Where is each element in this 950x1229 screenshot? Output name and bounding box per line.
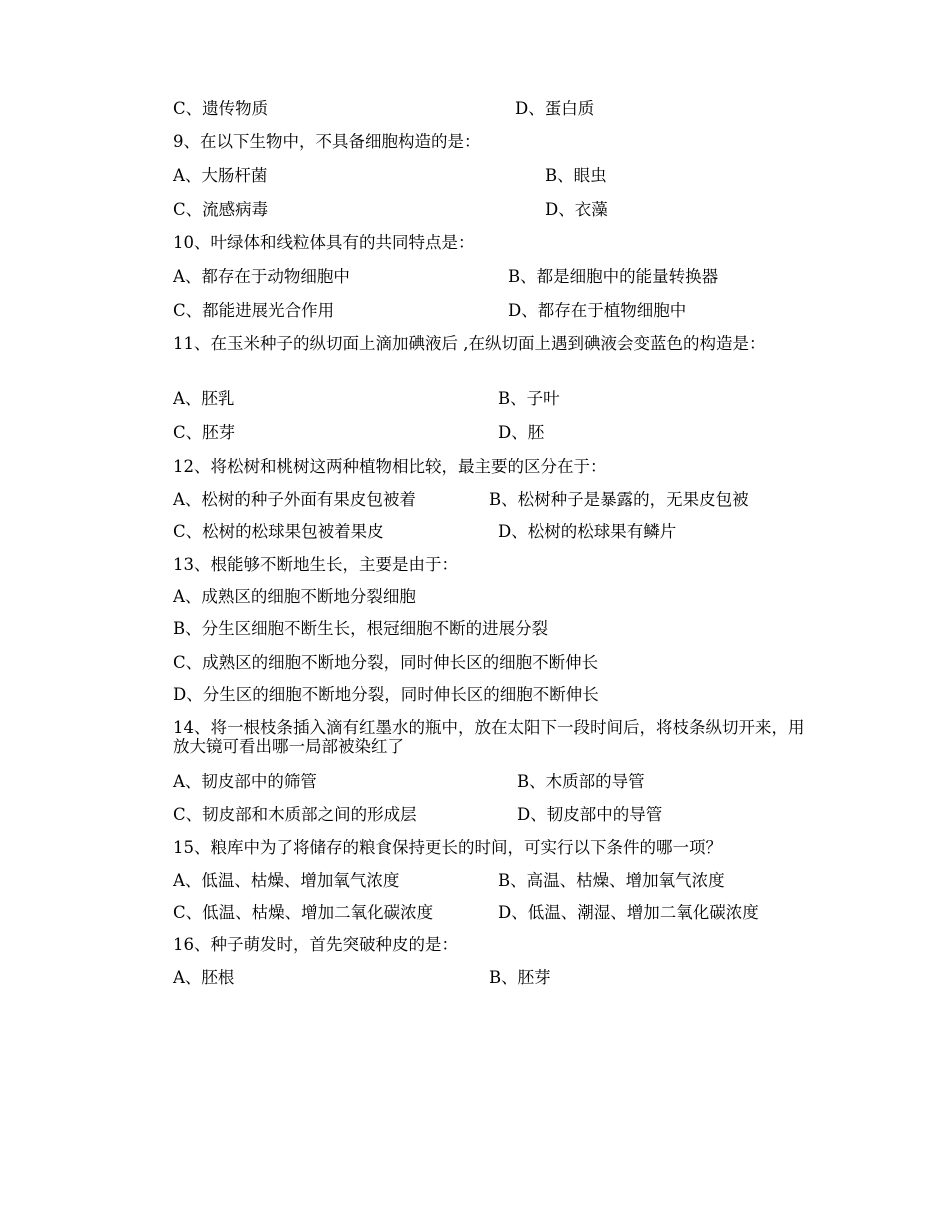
q12-stem: 12、将松树和桃树这两种植物相比较，最主要的区分在于：: [173, 457, 607, 476]
q15-stem: 15、粮库中为了将储存的粮食保持更长的时间，可实行以下条件的哪一项？: [173, 838, 722, 857]
q14-option-d: D、韧皮部中的导管: [517, 805, 663, 824]
q11-option-c: C、胚芽: [173, 423, 236, 442]
q13-stem: 13、根能够不断地生长，主要是由于：: [173, 555, 458, 574]
q13-option-b: B、分生区细胞不断生长，根冠细胞不断的进展分裂: [173, 619, 549, 638]
q8-option-c: C、遗传物质: [173, 99, 269, 118]
q9-option-a: A、大肠杆菌: [173, 166, 268, 185]
q16-option-a: A、胚根: [173, 968, 235, 987]
q12-option-c: C、松树的松球果包被着果皮: [173, 522, 384, 541]
q10-option-d: D、都存在于植物细胞中: [508, 301, 687, 320]
q12-option-a: A、松树的种子外面有果皮包被着: [173, 490, 416, 509]
q11-option-b: B、子叶: [498, 389, 560, 408]
q9-option-b: B、眼虫: [545, 166, 607, 185]
q12-option-d: D、松树的松球果有鳞片: [498, 522, 677, 541]
q12-option-b: B、松树种子是暴露的，无果皮包被: [489, 490, 749, 509]
q8-option-d: D、蛋白质: [515, 99, 595, 118]
q16-option-b: B、胚芽: [489, 968, 551, 987]
q15-option-a: A、低温、枯燥、增加氧气浓度: [173, 871, 400, 890]
q10-option-c: C、都能进展光合作用: [173, 301, 335, 320]
q15-option-d: D、低温、潮湿、增加二氧化碳浓度: [498, 903, 759, 922]
q9-option-d: D、衣藻: [545, 200, 608, 219]
q14-option-b: B、木质部的导管: [517, 772, 645, 791]
q14-stem: 14、将一根枝条插入滴有红墨水的瓶中，放在太阳下一段时间后，将枝条纵切开来，用放大镜可看出哪一局部被染红了: [173, 718, 805, 756]
q15-option-b: B、高温、枯燥、增加氧气浓度: [498, 871, 725, 890]
q13-option-a: A、成熟区的细胞不断地分裂细胞: [173, 587, 416, 606]
q11-option-d: D、胚: [498, 423, 545, 442]
q10-stem: 10、叶绿体和线粒体具有的共同特点是：: [173, 233, 475, 252]
q9-stem: 9、在以下生物中，不具备细胞构造的是：: [173, 132, 481, 151]
q11-option-a: A、胚乳: [173, 389, 235, 408]
q11-stem: 11、在玉米种子的纵切面上滴加碘液后 ,在纵切面上遇到碘液会变蓝色的构造是：: [173, 334, 766, 353]
q9-option-c: C、流感病毒: [173, 200, 269, 219]
q16-stem: 16、种子萌发时，首先突破种皮的是：: [173, 935, 458, 954]
q13-option-c: C、成熟区的细胞不断地分裂，同时伸长区的细胞不断伸长: [173, 653, 599, 672]
q10-option-b: B、都是细胞中的能量转换器: [508, 267, 719, 286]
q10-option-a: A、都存在于动物细胞中: [173, 267, 350, 286]
q14-option-c: C、韧皮部和木质部之间的形成层: [173, 805, 417, 824]
q14-option-a: A、韧皮部中的筛管: [173, 772, 317, 791]
q13-option-d: D、分生区的细胞不断地分裂，同时伸长区的细胞不断伸长: [173, 685, 599, 704]
q15-option-c: C、低温、枯燥、增加二氧化碳浓度: [173, 903, 434, 922]
